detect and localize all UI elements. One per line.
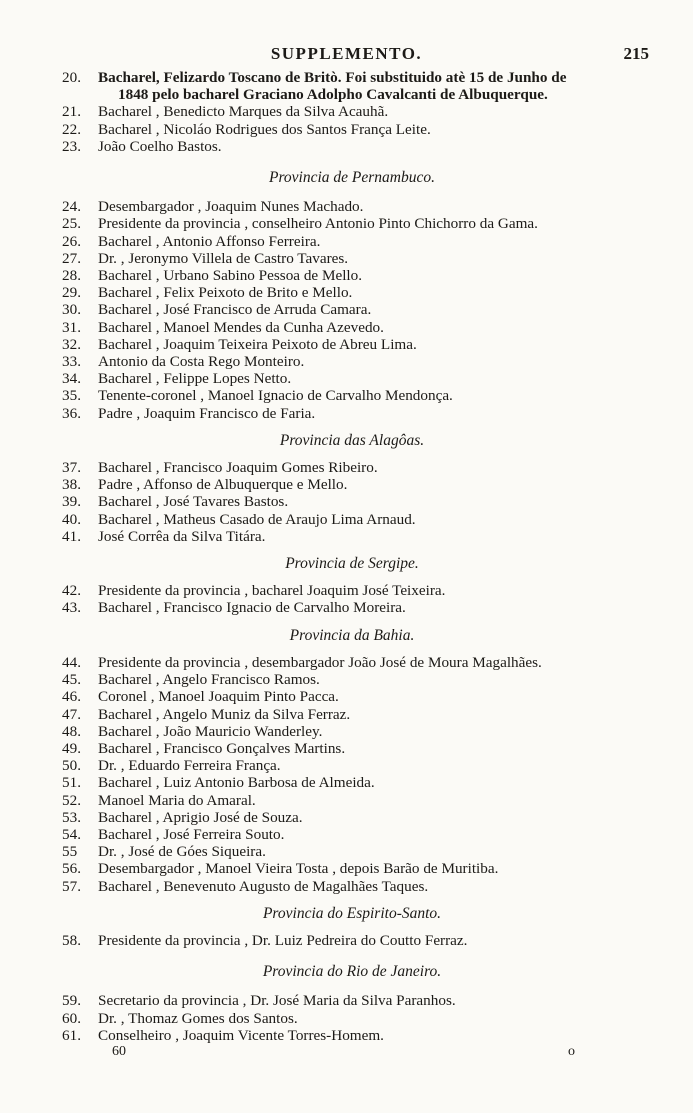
- entry-number: 29.: [62, 284, 81, 302]
- list-item: [62, 740, 642, 757]
- entry-number: 53.: [62, 808, 81, 826]
- entry-text: Bacharel , Felix Peixoto de Brito e Mello.: [98, 284, 353, 302]
- entry-number: 37.: [62, 459, 81, 477]
- section-heading: Provincia das Alagôas.: [279, 431, 425, 449]
- list-item: [62, 319, 642, 336]
- entry-text: Bacharel , Angelo Francisco Ramos.: [98, 671, 320, 689]
- list-item: [62, 792, 642, 809]
- entry-number: 48.: [62, 722, 81, 740]
- list-item: [62, 353, 642, 370]
- entry-text: Dr. , José de Góes Siqueira.: [98, 843, 266, 861]
- entry-number: 23.: [62, 137, 81, 155]
- printer-signature: 60: [112, 1044, 126, 1059]
- entry-number: 30.: [62, 301, 81, 319]
- entry-number: 59.: [62, 992, 81, 1010]
- entry-text: Desembargador , Manoel Vieira Tosta , depois Barão de Muritiba.: [98, 860, 499, 878]
- list-item: [62, 528, 642, 545]
- entry-number: 60.: [62, 1009, 81, 1027]
- entry-text: Presidente da provincia , bacharel Joaquim José Teixeira.: [98, 582, 446, 600]
- list-item: [62, 138, 642, 155]
- page-header: [0, 44, 693, 66]
- list-item: [62, 860, 642, 877]
- page-footer: [0, 1044, 693, 1064]
- entry-number: 58.: [62, 931, 81, 949]
- list-item: [62, 103, 642, 120]
- entry-number: 41.: [62, 527, 81, 545]
- entry-text: Bacharel , Antonio Affonso Ferreira.: [98, 232, 321, 250]
- entry-number: 61.: [62, 1026, 81, 1044]
- list-item: [62, 1027, 642, 1044]
- list-item: [62, 757, 642, 774]
- entry-number: 45.: [62, 671, 81, 689]
- section-alagoas: [62, 432, 642, 545]
- list-item: [62, 723, 642, 740]
- list-item: [62, 370, 642, 387]
- entry-text: Dr. , Thomaz Gomes dos Santos.: [98, 1009, 298, 1027]
- entry-number: 35.: [62, 387, 81, 405]
- entry-text: Bacharel , José Ferreira Souto.: [98, 825, 285, 843]
- entry-number: 44.: [62, 653, 81, 671]
- section-heading: Provincia de Pernambuco.: [268, 169, 435, 187]
- list-item: [62, 688, 642, 705]
- running-title: SUPPLEMENTO.: [270, 44, 423, 63]
- entry-number: 36.: [62, 404, 81, 422]
- list-item: [62, 932, 642, 949]
- list-item: [62, 198, 642, 215]
- entry-number: 27.: [62, 249, 81, 267]
- entry-number: 49.: [62, 739, 81, 757]
- page-body: [62, 69, 642, 1044]
- entry-text: Bacharel , Urbano Sabino Pessoa de Mello.: [98, 267, 363, 285]
- entry-text: Bacharel , João Mauricio Wanderley.: [98, 722, 323, 740]
- list-item: [62, 599, 642, 616]
- entry-text: Bacharel , Luiz Antonio Barbosa de Almeida.: [98, 774, 375, 792]
- entry-text: Bacharel , Felippe Lopes Netto.: [98, 370, 292, 388]
- entry-number: 42.: [62, 582, 81, 600]
- entry-number: 31.: [62, 318, 81, 336]
- entry-number: 22.: [62, 120, 81, 138]
- list-item: [62, 843, 642, 860]
- entry-number: 33.: [62, 353, 81, 371]
- section-sergipe: [62, 555, 642, 617]
- list-item: [62, 671, 642, 688]
- entry-number: 54.: [62, 825, 81, 843]
- entry-text-continuation: 1848 pelo bacharel Graciano Adolpho Cavalcanti de Albuquerque.: [118, 86, 548, 104]
- list-item: [62, 336, 642, 353]
- entry-text: Manoel Maria do Amaral.: [98, 791, 256, 809]
- entry-number: 46.: [62, 688, 81, 706]
- entry-text: Bacharel , Matheus Casado de Araujo Lima Arnaud.: [98, 510, 416, 528]
- list-item: [62, 878, 642, 895]
- section-espirito-santo: [62, 905, 642, 949]
- section-continuation: [62, 69, 642, 155]
- section-heading: Provincia de Sergipe.: [285, 555, 419, 573]
- list-item: [62, 706, 642, 723]
- entry-text: José Corrêa da Silva Titára.: [98, 527, 266, 545]
- entry-number: 43.: [62, 599, 81, 617]
- entry-text: Bacharel , Benevenuto Augusto de Magalhães Taques.: [98, 877, 429, 895]
- entry-text: Padre , Affonso de Albuquerque e Mello.: [98, 476, 348, 494]
- entry-number: 57.: [62, 877, 81, 895]
- entry-number: 34.: [62, 370, 81, 388]
- entry-text: Dr. , Jeronymo Villela de Castro Tavares.: [98, 249, 349, 267]
- list-item: [62, 582, 642, 599]
- entry-text: Desembargador , Joaquim Nunes Machado.: [98, 198, 364, 216]
- list-item: [62, 511, 642, 528]
- entry-text: Secretario da provincia , Dr. José Maria da Silva Paranhos.: [98, 992, 456, 1010]
- footer-mark: o: [568, 1044, 575, 1059]
- entry-text: Bacharel , José Francisco de Arruda Camara.: [98, 301, 372, 319]
- entry-text: Conselheiro , Joaquim Vicente Torres-Homem.: [98, 1026, 384, 1044]
- entry-text: Bacharel , Manoel Mendes da Cunha Azevedo.: [98, 318, 384, 336]
- entry-text: Bacharel , Benedicto Marques da Silva Acauhã.: [98, 103, 389, 121]
- list-item: [62, 826, 642, 843]
- entry-number: 56.: [62, 860, 81, 878]
- entry-text: João Coelho Bastos.: [98, 137, 222, 155]
- entry-text: Bacharel , Francisco Joaquim Gomes Ribeiro.: [98, 459, 378, 477]
- entry-text: Dr. , Eduardo Ferreira França.: [98, 757, 281, 775]
- entry-number: 47.: [62, 705, 81, 723]
- entry-text: Bacharel , Nicoláo Rodrigues dos Santos França Leite.: [98, 120, 431, 138]
- entry-text: Bacharel , Aprigio José de Souza.: [98, 808, 303, 826]
- entry-text: Bacharel, Felizardo Toscano de Britò. Foi substituido atè 15 de Junho de: [98, 69, 567, 86]
- list-item: [62, 215, 642, 232]
- entry-text: Tenente-coronel , Manoel Ignacio de Carvalho Mendonça.: [98, 387, 453, 405]
- entry-number: 39.: [62, 493, 81, 511]
- list-item: [62, 250, 642, 267]
- entry-number: 26.: [62, 232, 81, 250]
- entry-text: Coronel , Manoel Joaquim Pinto Pacca.: [98, 688, 339, 706]
- entry-number: 28.: [62, 267, 81, 285]
- entry-text: Presidente da provincia , desembargador João José de Moura Magalhães.: [98, 653, 542, 671]
- entry-number: 20.: [62, 69, 81, 86]
- section-heading: Provincia do Espirito-Santo.: [262, 904, 442, 922]
- entry-number: 32.: [62, 335, 81, 353]
- list-item: [62, 233, 642, 250]
- entry-text: Presidente da provincia , Dr. Luiz Pedreira do Coutto Ferraz.: [98, 931, 468, 949]
- list-item: [62, 284, 642, 301]
- entry-text: Bacharel , Angelo Muniz da Silva Ferraz.: [98, 705, 351, 723]
- list-item: [62, 1010, 642, 1027]
- list-item: [62, 121, 642, 138]
- entry-text: Bacharel , Francisco Gonçalves Martins.: [98, 739, 346, 757]
- entry-number: 21.: [62, 103, 81, 121]
- entry-number: 50.: [62, 757, 81, 775]
- list-item: [62, 459, 642, 476]
- entry-number: 24.: [62, 198, 81, 216]
- list-item: [62, 809, 642, 826]
- section-pernambuco: [62, 169, 642, 422]
- section-rio-de-janeiro: [62, 963, 642, 1044]
- list-item: [62, 405, 642, 422]
- list-item: [62, 301, 642, 318]
- entry-text: Bacharel , José Tavares Bastos.: [98, 493, 289, 511]
- entry-text: Bacharel , Joaquim Teixeira Peixoto de Abreu Lima.: [98, 335, 417, 353]
- list-item: [62, 992, 642, 1009]
- list-item: [62, 493, 642, 510]
- list-item: [62, 774, 642, 791]
- entry-text: Padre , Joaquim Francisco de Faria.: [98, 404, 316, 422]
- entry-number: 38.: [62, 476, 81, 494]
- entry-number: 55: [62, 843, 78, 861]
- list-item: [62, 69, 642, 103]
- section-heading: Provincia da Bahia.: [289, 626, 415, 644]
- entry-number: 51.: [62, 774, 81, 792]
- list-item: [62, 387, 642, 404]
- page-number: 215: [623, 44, 649, 63]
- list-item: [62, 654, 642, 671]
- section-heading: Provincia do Rio de Janeiro.: [262, 963, 442, 981]
- list-item: [62, 476, 642, 493]
- list-item: [62, 267, 642, 284]
- entry-number: 25.: [62, 215, 81, 233]
- entry-text: Antonio da Costa Rego Monteiro.: [98, 353, 305, 371]
- entry-text: Bacharel , Francisco Ignacio de Carvalho Moreira.: [98, 599, 406, 617]
- section-bahia: [62, 627, 642, 895]
- entry-number: 40.: [62, 510, 81, 528]
- entry-number: 52.: [62, 791, 81, 809]
- entry-text: Presidente da provincia , conselheiro Antonio Pinto Chichorro da Gama.: [98, 215, 538, 233]
